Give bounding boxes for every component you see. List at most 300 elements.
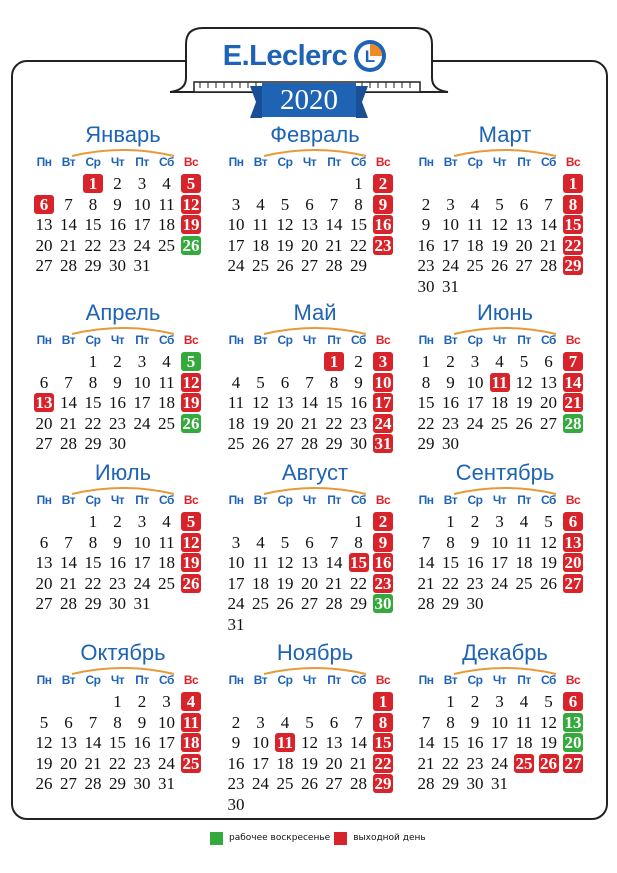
day-cell: 27 — [301, 594, 318, 613]
day-cell: 24 — [491, 753, 508, 773]
day-cell: 6 — [305, 194, 314, 214]
weekday-label: Пт — [327, 155, 341, 169]
weekday-label: Пн — [418, 673, 434, 687]
day-cell: 30 — [109, 594, 126, 613]
day-cell: 29 — [84, 256, 102, 275]
day-cell: 25 — [515, 573, 533, 593]
day-cell: 28 — [417, 594, 435, 613]
day-cell: 26 — [35, 774, 53, 793]
day-cell: 25 — [182, 753, 200, 773]
weekday-label: Сб — [159, 673, 174, 687]
month-name: Июль — [94, 460, 152, 485]
day-cell: 10 — [133, 194, 151, 214]
day-cell: 27 — [564, 753, 582, 773]
day-cell: 6 — [519, 194, 529, 214]
day-cell: 24 — [227, 256, 245, 275]
day-cell: 30 — [350, 434, 367, 453]
day-cell: 5 — [39, 712, 49, 732]
day-cell: 18 — [227, 413, 245, 433]
month-name: Август — [281, 460, 349, 485]
day-cell: 5 — [181, 352, 201, 371]
weekday-label: Ср — [277, 155, 293, 169]
day-cell: 5 — [495, 194, 504, 214]
weekday-label: Вс — [183, 333, 199, 347]
weekday-label: Пн — [228, 493, 244, 507]
day-cell: 20 — [301, 235, 318, 255]
day-cell: 16 — [374, 215, 392, 234]
day-cell: 4 — [470, 194, 480, 214]
weekday-label: Ср — [467, 155, 483, 169]
day-cell: 8 — [421, 372, 431, 392]
day-cell: 7 — [544, 194, 553, 214]
day-cell: 19 — [540, 553, 557, 572]
weekday-label: Сб — [159, 155, 174, 169]
day-cell: 18 — [276, 753, 294, 773]
day-cell: 30 — [109, 256, 126, 275]
eleclerc-logo — [203, 36, 407, 76]
day-cell: 6 — [280, 372, 290, 392]
day-cell: 29 — [374, 774, 392, 793]
weekday-label: Пт — [517, 673, 531, 687]
day-cell: 17 — [374, 393, 392, 412]
weekday-label: Вс — [565, 333, 581, 347]
day-cell: 24 — [133, 413, 151, 433]
day-cell: 22 — [84, 573, 102, 593]
weekday-label: Вт — [443, 155, 458, 169]
day-cell: 21 — [60, 573, 77, 593]
day-cell: 21 — [540, 235, 557, 255]
day-cell: 7 — [305, 372, 314, 392]
day-cell: 5 — [256, 372, 265, 392]
weekday-label: Пн — [36, 155, 52, 169]
day-cell: 4 — [519, 512, 529, 531]
day-cell: 5 — [181, 174, 201, 193]
day-cell: 31 — [374, 434, 392, 453]
day-cell: 2 — [446, 352, 455, 371]
day-cell: 5 — [280, 194, 290, 214]
day-cell: 13 — [301, 553, 318, 572]
day-cell: 14 — [60, 215, 77, 234]
day-cell: 29 — [417, 434, 435, 453]
day-cell: 28 — [60, 594, 77, 613]
day-cell: 26 — [540, 753, 557, 773]
day-cell: 18 — [491, 393, 508, 412]
day-cell: 8 — [563, 195, 583, 214]
weekday-label: Вт — [443, 673, 458, 687]
day-cell: 29 — [84, 434, 102, 453]
day-cell: 20 — [60, 753, 77, 773]
day-cell: 22 — [84, 235, 102, 255]
legend-red-swatch — [334, 832, 347, 845]
month-block — [224, 640, 406, 820]
day-cell: 14 — [540, 215, 557, 234]
day-cell: 24 — [374, 413, 392, 433]
day-cell: 30 — [442, 434, 459, 453]
day-cell: 15 — [564, 215, 582, 234]
day-cell: 14 — [301, 393, 318, 412]
day-cell: 20 — [564, 733, 582, 752]
day-cell: 22 — [350, 235, 367, 255]
month-block — [224, 460, 406, 640]
day-cell: 9 — [373, 195, 393, 214]
day-cell: 27 — [515, 256, 533, 275]
weekday-label: Вт — [253, 673, 268, 687]
day-cell: 23 — [417, 256, 435, 275]
weekday-label: Ср — [277, 333, 293, 347]
day-cell: 13 — [540, 372, 557, 392]
day-cell: 3 — [495, 692, 504, 711]
day-cell: 23 — [350, 413, 367, 433]
day-cell: 4 — [162, 352, 171, 371]
day-cell: 1 — [563, 174, 583, 193]
day-cell: 28 — [84, 774, 102, 793]
weekday-label: Пт — [135, 333, 149, 347]
day-cell: 30 — [466, 774, 484, 793]
day-cell: 18 — [466, 235, 484, 255]
weekday-label: Вс — [375, 333, 391, 347]
weekday-label: Чт — [110, 333, 125, 347]
day-cell: 26 — [182, 413, 200, 433]
weekday-label: Ср — [85, 155, 101, 169]
day-cell: 8 — [446, 532, 455, 552]
weekday-label: Вт — [61, 155, 76, 169]
day-cell: 13 — [60, 733, 77, 752]
day-cell: 23 — [466, 573, 484, 593]
day-cell: 31 — [158, 774, 175, 793]
day-cell: 16 — [442, 393, 459, 412]
day-cell: 22 — [109, 753, 126, 773]
day-cell: 31 — [491, 774, 508, 793]
month-name: Октябрь — [80, 640, 166, 665]
weekday-label: Сб — [541, 155, 556, 169]
day-cell: 26 — [540, 573, 557, 593]
day-cell: 17 — [466, 393, 484, 412]
day-cell: 27 — [60, 774, 77, 793]
day-cell: 12 — [182, 372, 200, 392]
day-cell: 7 — [64, 194, 73, 214]
day-cell: 12 — [301, 733, 318, 752]
weekday-label: Сб — [351, 493, 366, 507]
day-cell: 2 — [470, 512, 480, 531]
day-cell: 2 — [373, 174, 393, 193]
day-cell: 23 — [442, 413, 459, 433]
day-cell: 9 — [470, 532, 480, 552]
day-cell: 18 — [515, 553, 533, 572]
day-cell: 9 — [231, 733, 241, 752]
day-cell: 5 — [181, 512, 201, 531]
day-cell: 26 — [182, 573, 200, 593]
day-cell: 3 — [470, 352, 480, 371]
day-cell: 22 — [442, 753, 459, 773]
day-cell: 6 — [39, 532, 49, 552]
day-cell: 9 — [354, 372, 363, 392]
day-cell: 22 — [564, 235, 582, 255]
day-cell: 15 — [84, 215, 102, 234]
year-ribbon: 2020 — [280, 84, 338, 116]
leclerc-emblem-icon — [353, 39, 387, 73]
weekday-label: Чт — [110, 673, 125, 687]
day-cell: 3 — [446, 194, 455, 214]
day-cell: 30 — [133, 774, 151, 793]
day-cell: 15 — [325, 393, 343, 412]
weekday-label: Пт — [327, 673, 341, 687]
weekday-label: Пн — [36, 493, 52, 507]
day-cell: 7 — [64, 532, 73, 552]
weekday-label: Вт — [253, 493, 268, 507]
day-cell: 3 — [231, 194, 241, 214]
day-cell: 8 — [88, 372, 98, 392]
day-cell: 2 — [113, 512, 122, 531]
day-cell: 1 — [446, 512, 455, 531]
month-block — [32, 300, 214, 480]
day-cell: 4 — [231, 372, 241, 392]
weekday-label: Пн — [228, 155, 244, 169]
day-cell: 20 — [35, 573, 53, 593]
day-cell: 2 — [354, 352, 363, 371]
day-cell: 23 — [109, 413, 126, 433]
day-cell: 10 — [227, 215, 245, 234]
day-cell: 21 — [417, 753, 435, 773]
day-cell: 19 — [515, 393, 533, 412]
day-cell: 6 — [305, 532, 314, 552]
day-cell: 5 — [305, 712, 314, 732]
day-cell: 26 — [252, 434, 269, 453]
day-cell: 24 — [227, 594, 245, 613]
day-cell: 29 — [84, 594, 102, 613]
day-cell: 23 — [374, 573, 392, 593]
day-cell: 9 — [421, 215, 431, 234]
weekday-label: Сб — [159, 333, 174, 347]
day-cell: 12 — [252, 393, 269, 412]
day-cell: 14 — [325, 215, 343, 234]
day-cell: 28 — [301, 434, 318, 453]
day-cell: 2 — [113, 352, 122, 371]
day-cell: 13 — [325, 733, 343, 752]
day-cell: 14 — [60, 393, 77, 412]
day-cell: 4 — [519, 692, 529, 711]
day-cell: 25 — [227, 434, 245, 453]
day-cell: 30 — [109, 434, 126, 453]
day-cell: 3 — [495, 512, 504, 531]
day-cell: 5 — [544, 512, 553, 531]
month-name: Февраль — [270, 122, 360, 147]
day-cell: 1 — [324, 352, 344, 371]
weekday-label: Пт — [135, 493, 149, 507]
day-cell: 1 — [373, 692, 393, 711]
day-cell: 28 — [350, 774, 367, 793]
weekday-label: Ср — [85, 673, 101, 687]
day-cell: 11 — [252, 215, 269, 234]
day-cell: 9 — [446, 372, 455, 392]
day-cell: 25 — [491, 413, 508, 433]
day-cell: 20 — [515, 235, 533, 255]
day-cell: 4 — [162, 174, 171, 193]
day-cell: 18 — [515, 733, 533, 752]
day-cell: 18 — [158, 215, 175, 234]
day-cell: 10 — [442, 215, 459, 234]
logo-letter: L — [365, 47, 376, 66]
day-cell: 30 — [227, 794, 245, 814]
day-cell: 15 — [109, 733, 126, 752]
day-cell: 1 — [421, 352, 431, 371]
day-cell: 16 — [466, 733, 484, 752]
month-block — [224, 300, 406, 480]
day-cell: 8 — [354, 532, 363, 552]
weekday-label: Ср — [467, 493, 483, 507]
day-cell: 9 — [470, 712, 480, 732]
day-cell: 17 — [491, 733, 508, 752]
day-cell: 17 — [252, 753, 269, 773]
day-cell: 12 — [35, 733, 53, 752]
day-cell: 2 — [137, 692, 147, 711]
month-block — [32, 640, 214, 820]
weekday-label: Пт — [135, 155, 149, 169]
weekday-label: Пн — [418, 155, 434, 169]
day-cell: 10 — [133, 372, 151, 392]
day-cell: 19 — [182, 553, 200, 572]
day-cell: 11 — [491, 372, 508, 392]
day-cell: 31 — [133, 256, 151, 275]
day-cell: 7 — [329, 532, 339, 552]
day-cell: 25 — [466, 256, 484, 275]
weekday-label: Вс — [183, 155, 199, 169]
day-cell: 25 — [252, 256, 269, 275]
day-cell: 26 — [276, 594, 294, 613]
day-cell: 18 — [158, 393, 175, 412]
day-cell: 8 — [88, 194, 98, 214]
day-cell: 29 — [442, 774, 459, 793]
day-cell: 17 — [227, 235, 245, 255]
day-cell: 7 — [563, 352, 583, 371]
day-cell: 5 — [519, 352, 529, 371]
day-cell: 2 — [373, 512, 393, 531]
day-cell: 4 — [162, 512, 171, 531]
day-cell: 19 — [540, 733, 557, 752]
day-cell: 21 — [325, 235, 343, 255]
day-cell: 2 — [470, 692, 480, 711]
day-cell: 29 — [564, 256, 582, 275]
day-cell: 19 — [276, 573, 294, 593]
month-name: Март — [478, 122, 532, 147]
day-cell: 3 — [256, 712, 265, 732]
day-cell: 20 — [276, 413, 294, 433]
month-name: Апрель — [85, 300, 161, 325]
day-cell: 15 — [442, 553, 459, 572]
day-cell: 20 — [301, 573, 318, 593]
day-cell: 19 — [491, 235, 508, 255]
weekday-label: Сб — [541, 493, 556, 507]
day-cell: 28 — [564, 413, 582, 433]
day-cell: 21 — [60, 235, 77, 255]
day-cell: 12 — [491, 215, 508, 234]
day-cell: 16 — [417, 235, 435, 255]
day-cell: 31 — [133, 594, 151, 613]
day-cell: 14 — [60, 553, 77, 572]
weekday-label: Вс — [565, 493, 581, 507]
day-cell: 24 — [252, 774, 269, 793]
day-cell: 27 — [35, 256, 53, 275]
day-cell: 8 — [446, 712, 455, 732]
day-cell: 14 — [417, 553, 435, 572]
weekday-label: Вс — [565, 673, 581, 687]
day-cell: 6 — [563, 692, 583, 711]
day-cell: 9 — [137, 712, 147, 732]
day-cell: 26 — [182, 235, 200, 255]
day-cell: 11 — [158, 532, 175, 552]
day-cell: 11 — [227, 393, 245, 412]
weekday-label: Ср — [467, 333, 483, 347]
day-cell: 12 — [276, 553, 294, 572]
day-cell: 27 — [276, 434, 294, 453]
day-cell: 24 — [133, 573, 151, 593]
day-cell: 27 — [35, 594, 53, 613]
day-cell: 6 — [544, 352, 553, 371]
day-cell: 25 — [158, 413, 175, 433]
day-cell: 19 — [276, 235, 294, 255]
day-cell: 23 — [374, 235, 392, 255]
day-cell: 13 — [276, 393, 294, 412]
weekday-label: Вт — [61, 333, 76, 347]
day-cell: 27 — [325, 774, 343, 793]
day-cell: 4 — [495, 352, 504, 371]
weekday-label: Пт — [517, 155, 531, 169]
weekday-label: Пт — [327, 333, 341, 347]
day-cell: 11 — [276, 733, 294, 752]
legend-working-sunday: рабочее воскресенье — [229, 833, 331, 843]
day-cell: 17 — [227, 573, 245, 593]
day-cell: 9 — [113, 532, 122, 552]
day-cell: 31 — [227, 614, 245, 634]
day-cell: 17 — [133, 553, 151, 572]
weekday-label: Пт — [517, 493, 531, 507]
day-cell: 21 — [60, 413, 77, 433]
day-cell: 14 — [417, 733, 435, 752]
day-cell: 28 — [325, 594, 343, 613]
weekday-label: Вс — [375, 673, 391, 687]
weekday-label: Ср — [85, 333, 101, 347]
day-cell: 13 — [301, 215, 318, 234]
day-cell: 28 — [417, 774, 435, 793]
day-cell: 12 — [182, 532, 200, 552]
day-cell: 18 — [182, 733, 200, 752]
day-cell: 29 — [325, 434, 343, 453]
day-cell: 11 — [515, 532, 533, 552]
day-cell: 12 — [515, 372, 533, 392]
day-cell: 21 — [417, 573, 435, 593]
day-cell: 5 — [544, 692, 553, 711]
day-cell: 3 — [137, 352, 147, 371]
weekday-label: Чт — [492, 493, 507, 507]
day-cell: 28 — [60, 256, 77, 275]
day-cell: 10 — [466, 372, 484, 392]
day-cell: 11 — [158, 372, 175, 392]
day-cell: 7 — [421, 712, 431, 732]
day-cell: 22 — [84, 413, 102, 433]
day-cell: 21 — [84, 753, 102, 773]
weekday-label: Чт — [110, 155, 125, 169]
day-cell: 25 — [252, 594, 269, 613]
day-cell: 4 — [256, 532, 265, 552]
day-cell: 12 — [540, 532, 557, 552]
day-cell: 23 — [133, 753, 151, 773]
day-cell: 18 — [252, 235, 269, 255]
day-cell: 25 — [276, 774, 294, 793]
day-cell: 27 — [301, 256, 318, 275]
day-cell: 13 — [35, 393, 53, 412]
weekday-label: Ср — [277, 673, 293, 687]
logo-text: E.Leclerc — [222, 39, 348, 72]
day-cell: 16 — [350, 393, 367, 412]
